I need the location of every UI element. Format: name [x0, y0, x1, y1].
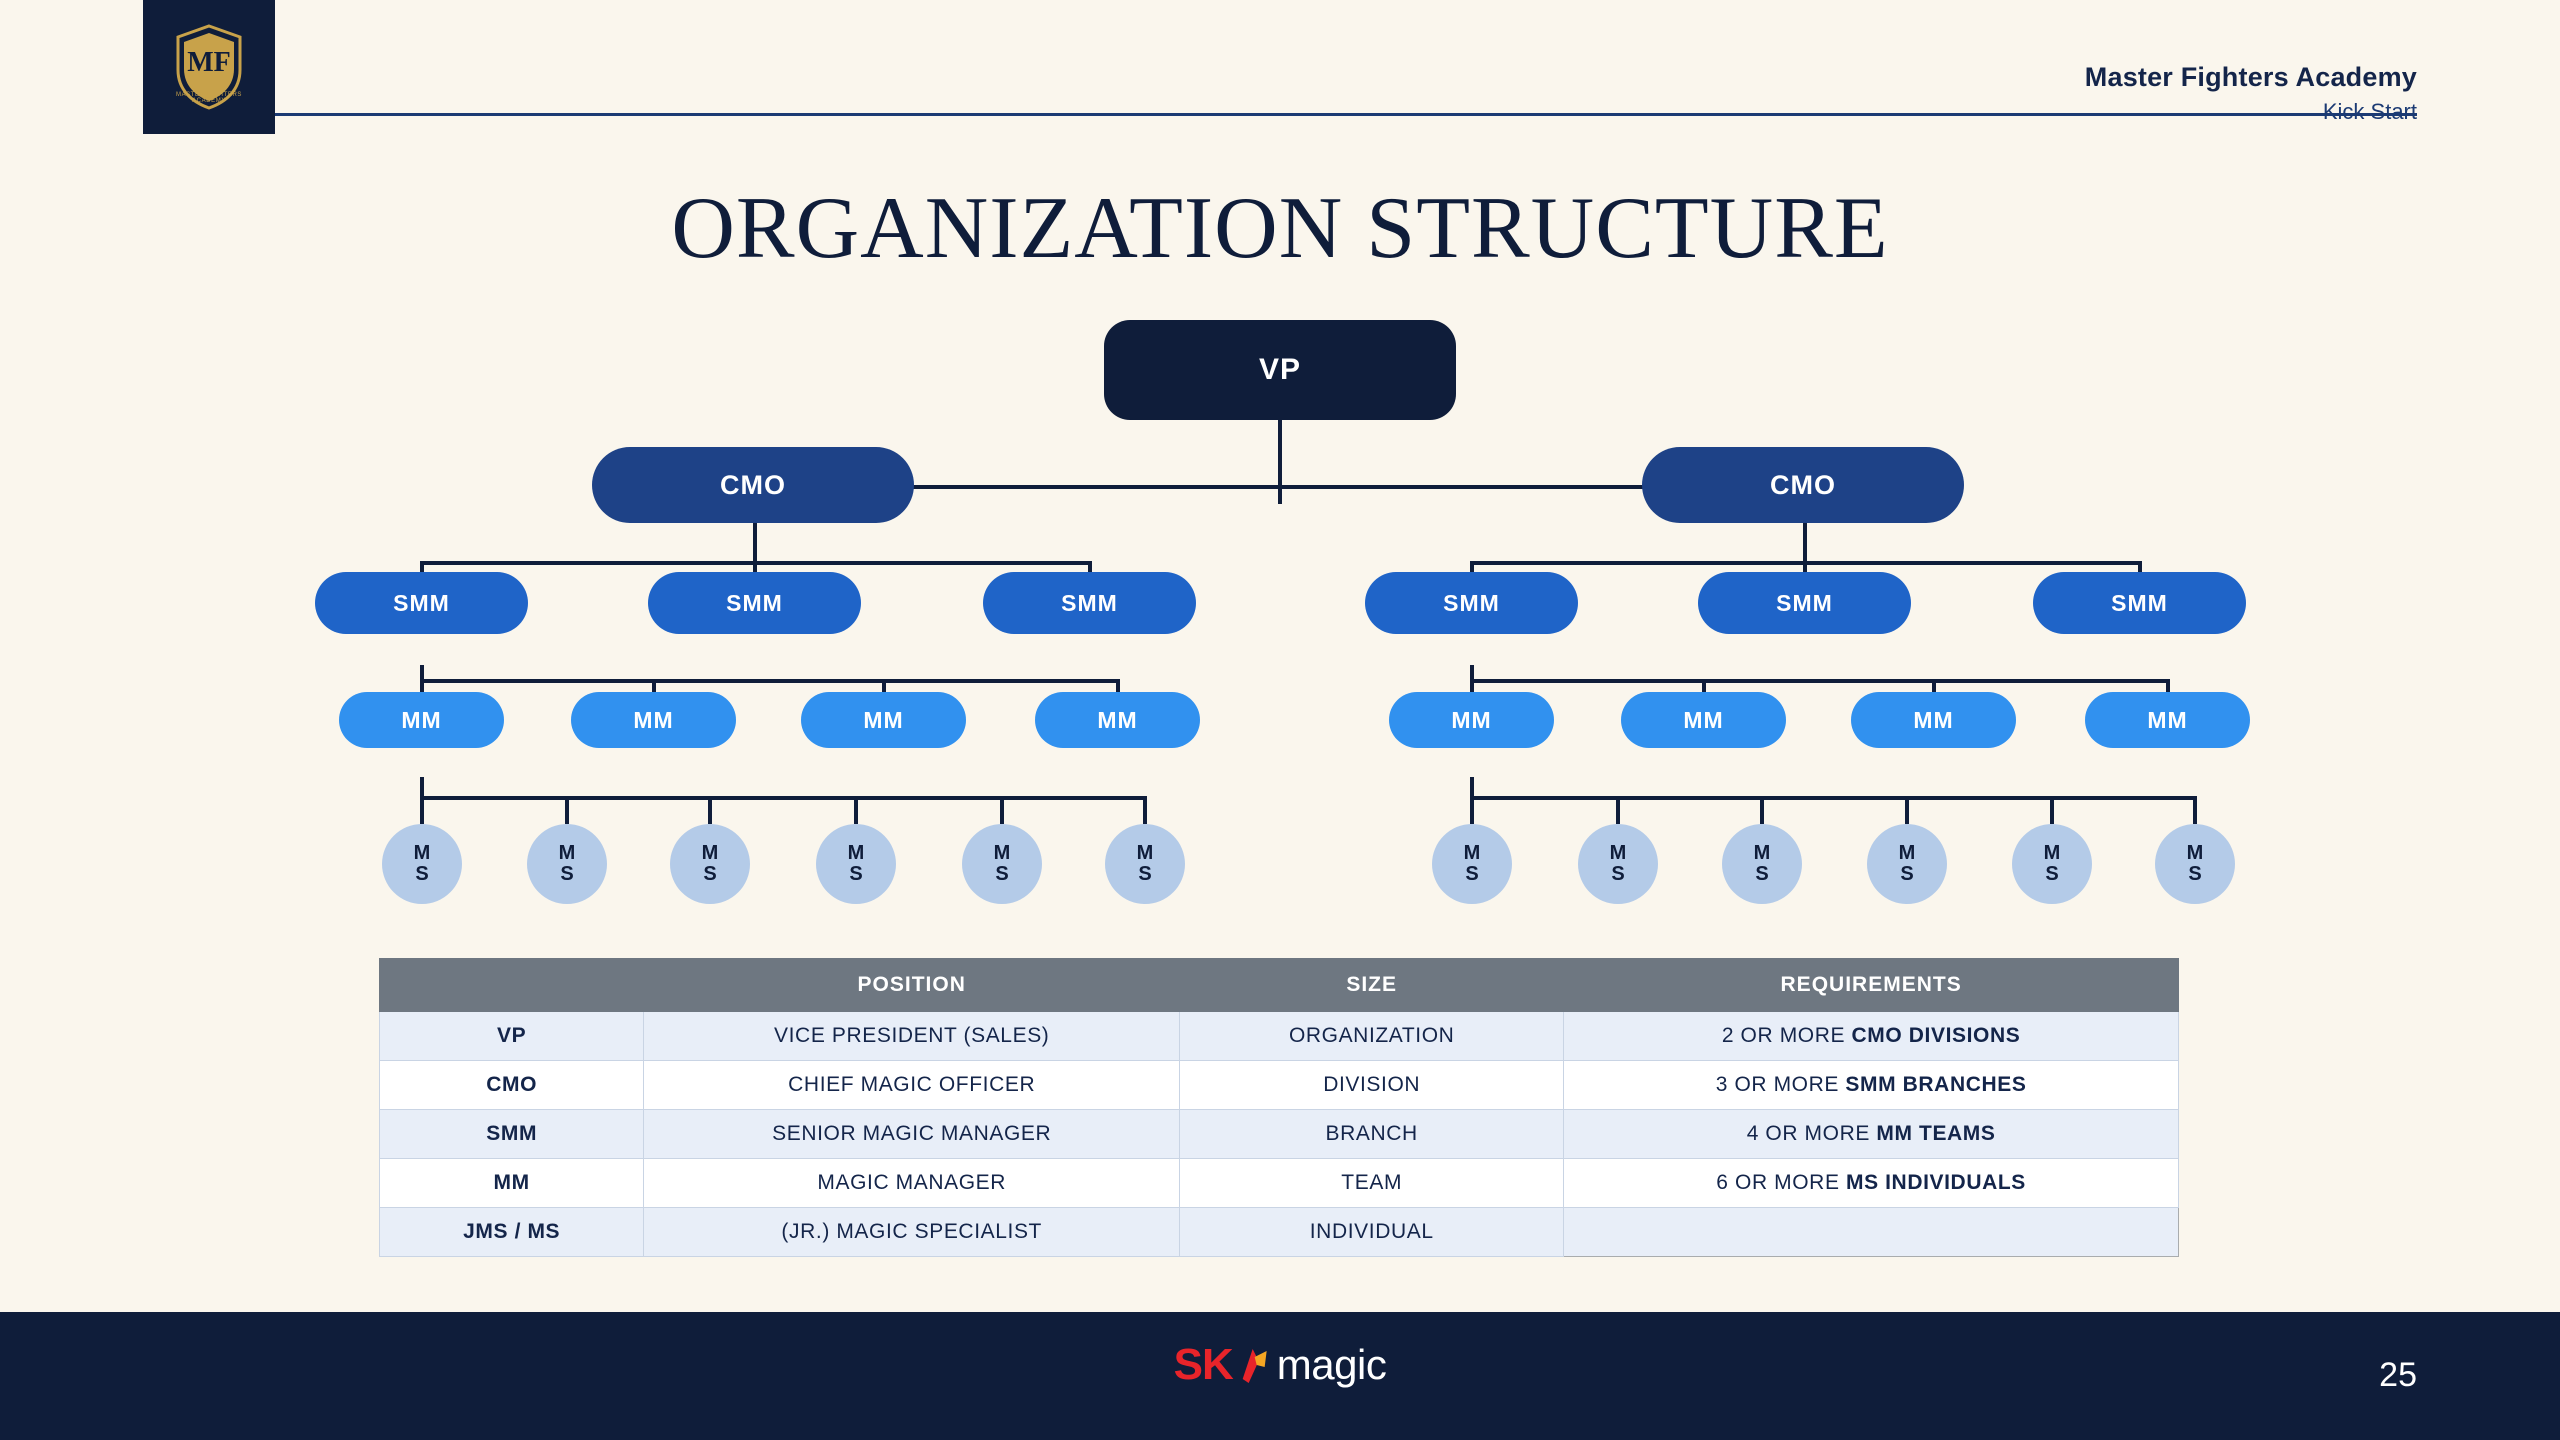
- row-size: DIVISION: [1180, 1061, 1564, 1110]
- node-ms-right-1[interactable]: [1432, 824, 1512, 904]
- ms-label-line2: S: [1465, 863, 1479, 885]
- connector-left-ms1-down: [420, 796, 424, 824]
- ms-label-line2: S: [2045, 863, 2059, 885]
- table-row: [380, 1110, 2179, 1159]
- table-row: [380, 1208, 2179, 1257]
- page-title: ORGANIZATION STRUCTURE: [671, 180, 1889, 277]
- node-ms-left-3[interactable]: [670, 824, 750, 904]
- brand-name: Master Fighters Academy: [2084, 62, 2417, 92]
- connector-vp-down: [1278, 420, 1282, 504]
- brand-subtitle: Kick Start: [2322, 99, 2417, 124]
- row-requirements: [1564, 1159, 2179, 1208]
- node-cmo-left[interactable]: CMO: [592, 447, 914, 523]
- position-legend-table: [379, 958, 2179, 1257]
- connector-left-ms2-down: [565, 796, 569, 824]
- req-prefix: 3 OR MORE: [1715, 1073, 1846, 1096]
- row-position: CHIEF MAGIC OFFICER: [644, 1061, 1180, 1110]
- row-code: SMM: [380, 1110, 644, 1159]
- ms-label-line1: M: [1136, 842, 1154, 864]
- node-ms-left-1[interactable]: [382, 824, 462, 904]
- table-header-blank: [380, 959, 644, 1012]
- ms-label-line2: S: [703, 863, 717, 885]
- row-requirements: [1564, 1061, 2179, 1110]
- ms-label-line1: M: [2186, 842, 2204, 864]
- table-row: [380, 1012, 2179, 1061]
- row-position: VICE PRESIDENT (SALES): [644, 1012, 1180, 1061]
- table-header-size: SIZE: [1180, 959, 1564, 1012]
- ms-label-line2: S: [995, 863, 1009, 885]
- connector-right-mm-bar: [1470, 679, 2170, 683]
- logo-caption: MASTER FIGHTERS ACADEMY: [175, 92, 242, 104]
- req-prefix: 4 OR MORE: [1746, 1122, 1877, 1145]
- node-ms-right-3[interactable]: [1722, 824, 1802, 904]
- node-mm-right-2[interactable]: MM: [1621, 692, 1786, 748]
- connector-right-ms4-down: [1905, 796, 1909, 824]
- connector-right-ms-bar: [1470, 796, 2196, 800]
- row-code: JMS / MS: [380, 1208, 644, 1257]
- connector-left-ms4-down: [854, 796, 858, 824]
- connector-left-ms-bar: [420, 796, 1146, 800]
- node-mm-right-4[interactable]: MM: [2085, 692, 2250, 748]
- connector-right-ms5-down: [2050, 796, 2054, 824]
- node-ms-left-2[interactable]: [527, 824, 607, 904]
- row-requirements: [1564, 1110, 2179, 1159]
- row-code: MM: [380, 1159, 644, 1208]
- ms-label-line1: M: [1753, 842, 1771, 864]
- ms-label-line1: M: [2043, 842, 2061, 864]
- connector-right-ms6-down: [2193, 796, 2197, 824]
- row-size: TEAM: [1180, 1159, 1564, 1208]
- table-row: [380, 1159, 2179, 1208]
- connector-right-ms2-down: [1616, 796, 1620, 824]
- row-code: CMO: [380, 1061, 644, 1110]
- node-ms-left-6[interactable]: [1105, 824, 1185, 904]
- ms-label-line1: M: [1898, 842, 1916, 864]
- node-ms-right-2[interactable]: [1578, 824, 1658, 904]
- row-position: MAGIC MANAGER: [644, 1159, 1180, 1208]
- req-bold: MM TEAMS: [1876, 1122, 1996, 1145]
- node-smm-left-1[interactable]: SMM: [315, 572, 528, 634]
- sk-wordmark: SK: [1173, 1340, 1233, 1389]
- row-requirements: [1564, 1012, 2179, 1061]
- node-mm-left-4[interactable]: MM: [1035, 692, 1200, 748]
- ms-label-line1: M: [993, 842, 1011, 864]
- node-smm-left-3[interactable]: SMM: [983, 572, 1196, 634]
- row-code: VP: [380, 1012, 644, 1061]
- node-ms-right-6[interactable]: [2155, 824, 2235, 904]
- connector-left-mm-bar: [420, 679, 1120, 683]
- ms-label-line2: S: [1900, 863, 1914, 885]
- row-position: (JR.) MAGIC SPECIALIST: [644, 1208, 1180, 1257]
- req-prefix: 2 OR MORE: [1721, 1024, 1852, 1047]
- node-vp[interactable]: VP: [1104, 320, 1456, 420]
- page-number: 25: [2379, 1356, 2417, 1394]
- table-header-requirements: REQUIREMENTS: [1564, 959, 2179, 1012]
- header-divider: [275, 113, 2417, 116]
- row-size: BRANCH: [1180, 1110, 1564, 1159]
- academy-logo: [143, 0, 275, 134]
- node-smm-left-2[interactable]: SMM: [648, 572, 861, 634]
- magic-wordmark: magic: [1276, 1341, 1387, 1388]
- shield-icon: [174, 24, 244, 110]
- ms-label-line2: S: [849, 863, 863, 885]
- sk-magic-logo: [1174, 1340, 1387, 1390]
- ms-label-line1: M: [413, 842, 431, 864]
- node-ms-right-5[interactable]: [2012, 824, 2092, 904]
- node-smm-right-1[interactable]: SMM: [1365, 572, 1578, 634]
- connector-left-ms6-down: [1143, 796, 1147, 824]
- ms-label-line2: S: [2188, 863, 2202, 885]
- table-row: [380, 1061, 2179, 1110]
- table-header-position: POSITION: [644, 959, 1180, 1012]
- node-ms-left-4[interactable]: [816, 824, 896, 904]
- table-header-row: [380, 959, 2179, 1012]
- node-mm-left-1[interactable]: MM: [339, 692, 504, 748]
- req-prefix: 6 OR MORE: [1716, 1171, 1846, 1194]
- node-cmo-right[interactable]: CMO: [1642, 447, 1964, 523]
- connector-left-ms5-down: [1000, 796, 1004, 824]
- node-ms-left-5[interactable]: [962, 824, 1042, 904]
- node-mm-left-2[interactable]: MM: [571, 692, 736, 748]
- org-chart: [0, 320, 2560, 940]
- row-requirements-empty: [1564, 1208, 2179, 1257]
- row-size: INDIVIDUAL: [1180, 1208, 1564, 1257]
- row-position: SENIOR MAGIC MANAGER: [644, 1110, 1180, 1159]
- ms-label-line1: M: [558, 842, 576, 864]
- node-mm-right-1[interactable]: MM: [1389, 692, 1554, 748]
- connector-left-ms3-down: [708, 796, 712, 824]
- ms-label-line2: S: [1138, 863, 1152, 885]
- ms-label-line1: M: [847, 842, 865, 864]
- ms-label-line2: S: [1611, 863, 1625, 885]
- ms-label-line1: M: [1463, 842, 1481, 864]
- ms-label-line1: M: [1609, 842, 1627, 864]
- ms-label-line2: S: [1755, 863, 1769, 885]
- connector-right-ms3-down: [1760, 796, 1764, 824]
- node-ms-right-4[interactable]: [1867, 824, 1947, 904]
- ms-label-line2: S: [560, 863, 574, 885]
- row-size: ORGANIZATION: [1180, 1012, 1564, 1061]
- connector-right-ms1-down: [1470, 796, 1474, 824]
- node-mm-right-3[interactable]: MM: [1851, 692, 2016, 748]
- node-mm-left-3[interactable]: MM: [801, 692, 966, 748]
- ms-label-line2: S: [415, 863, 429, 885]
- svg-text:MF: MF: [187, 47, 231, 78]
- footer-bar: [0, 1312, 2560, 1440]
- node-smm-right-2[interactable]: SMM: [1698, 572, 1911, 634]
- req-bold: MS INDIVIDUALS: [1845, 1171, 2026, 1194]
- sk-butterfly-icon: [1239, 1345, 1271, 1385]
- req-bold: SMM BRANCHES: [1845, 1073, 2027, 1096]
- ms-label-line1: M: [701, 842, 719, 864]
- node-smm-right-3[interactable]: SMM: [2033, 572, 2246, 634]
- req-bold: CMO DIVISIONS: [1851, 1024, 2021, 1047]
